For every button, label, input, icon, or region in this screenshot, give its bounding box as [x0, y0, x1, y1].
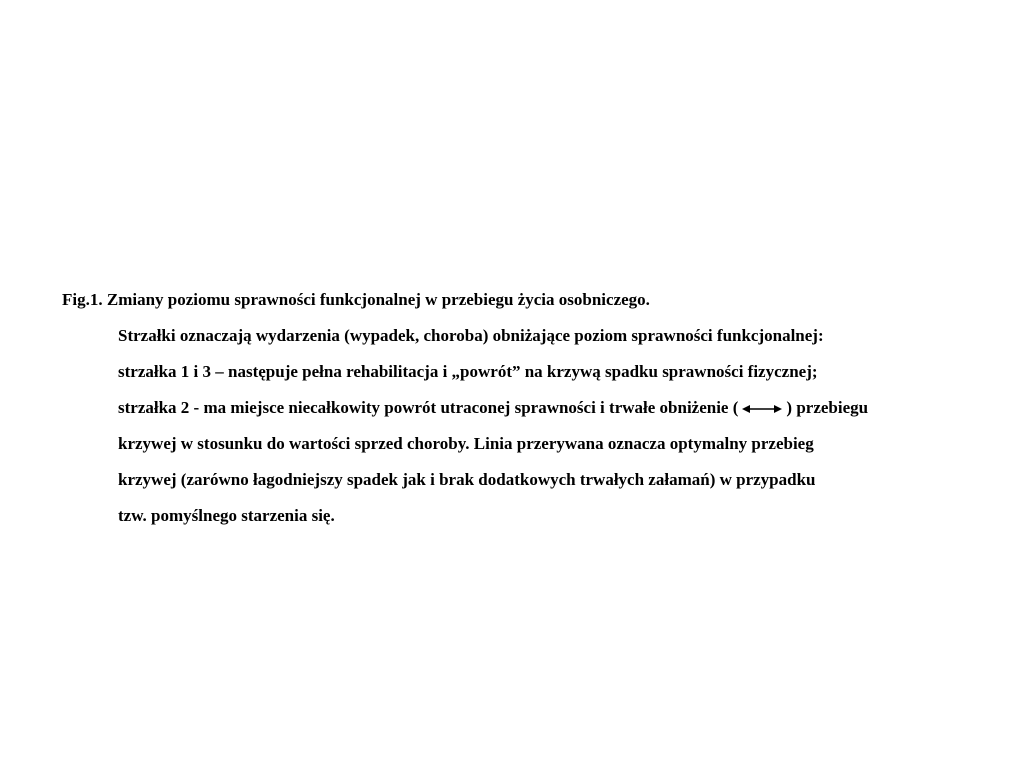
caption-line-2: strzałka 1 i 3 – następuje pełna rehabilitacja i „powrót” na krzywą spadku sprawności fizycznej; [118, 362, 818, 381]
caption-line-4: krzywej w stosunku do wartości sprzed choroby. Linia przerywana oznacza optymalny przebieg [118, 434, 814, 453]
caption-line-3-start: strzałka 2 - ma miejsce niecałkowity powrót utraconej sprawności i trwałe obniżenie ( [118, 398, 739, 417]
caption-line-5: krzywej (zarówno łagodniejszy spadek jak i brak dodatkowych trwałych załamań) w przypadku [118, 470, 816, 489]
caption-line-3-end: ) przebiegu [786, 398, 869, 417]
caption-line-3 [118, 398, 868, 418]
caption-line-6: tzw. pomyślnego starzenia się. [118, 506, 335, 525]
figure-caption-title: Fig.1. Zmiany poziomu sprawności funkcjonalnej w przebiegu życia osobniczego. [62, 290, 650, 309]
double-headed-arrow-icon [742, 403, 782, 415]
caption-line-1: Strzałki oznaczają wydarzenia (wypadek, choroba) obniżające poziom sprawności funkcjonalnej: [118, 326, 824, 345]
